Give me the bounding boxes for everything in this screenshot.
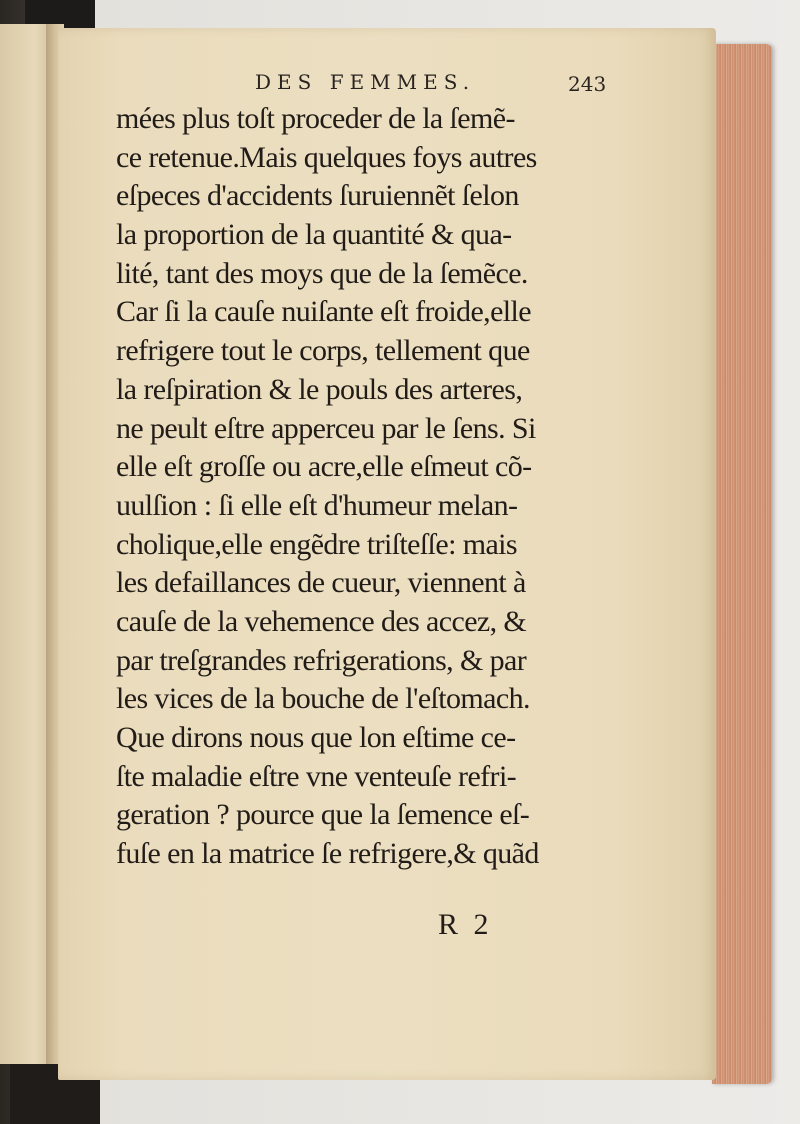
- text-line: Que dirons nous que lon eſtime ce-: [116, 721, 516, 754]
- text-line: la proportion de la quantité & qua-: [116, 218, 512, 252]
- text-line: uulſion : ſi elle eſt d'humeur melan-: [116, 488, 518, 522]
- text-line: ne peult eſtre apperceu par le ſens. Si: [116, 411, 536, 445]
- text-line: par treſgrandes refrigerations, & par: [116, 643, 527, 677]
- text-line: les vices de la bouche de l'eſtomach.: [116, 682, 530, 716]
- text-line: refrigere tout le corps, tellement que: [116, 334, 530, 368]
- text-line: elle eſt groſſe ou acre,elle eſmeut cõ-: [116, 450, 532, 484]
- text-line: Car ſi la cauſe nuiſante eſt froide,elle: [116, 295, 531, 329]
- text-line: ce retenue.Mais quelques foys autres: [116, 140, 537, 174]
- text-line: lité, tant des moys que de la ſemẽce.: [116, 256, 528, 290]
- text-line: fuſe en la matrice ſe refrigere,& quãd: [116, 837, 539, 871]
- text-line: ſte maladie eſtre vne venteuſe refri-: [116, 759, 517, 793]
- body-text: [116, 100, 616, 874]
- text-line: cholique,elle engẽdre triſteſſe: mais: [116, 527, 517, 561]
- text-line: eſpeces d'accidents ſuruiennẽt ſelon: [116, 179, 519, 213]
- text-line: la reſpiration & le pouls des arteres,: [116, 372, 523, 406]
- text-line: geration ? pource que la ſemence eſ-: [116, 798, 530, 832]
- page-fore-edge: [712, 44, 772, 1084]
- running-head: DES FEMMES.: [255, 70, 476, 94]
- text-line: mées plus toſt proceder de la ſemẽ-: [116, 102, 515, 135]
- text-line: cauſe de la vehemence des accez, &: [116, 604, 527, 638]
- page-number: 243: [568, 72, 607, 96]
- signature-mark: R 2: [438, 908, 493, 941]
- text-line: les defaillances de cueur, viennent à: [116, 566, 526, 600]
